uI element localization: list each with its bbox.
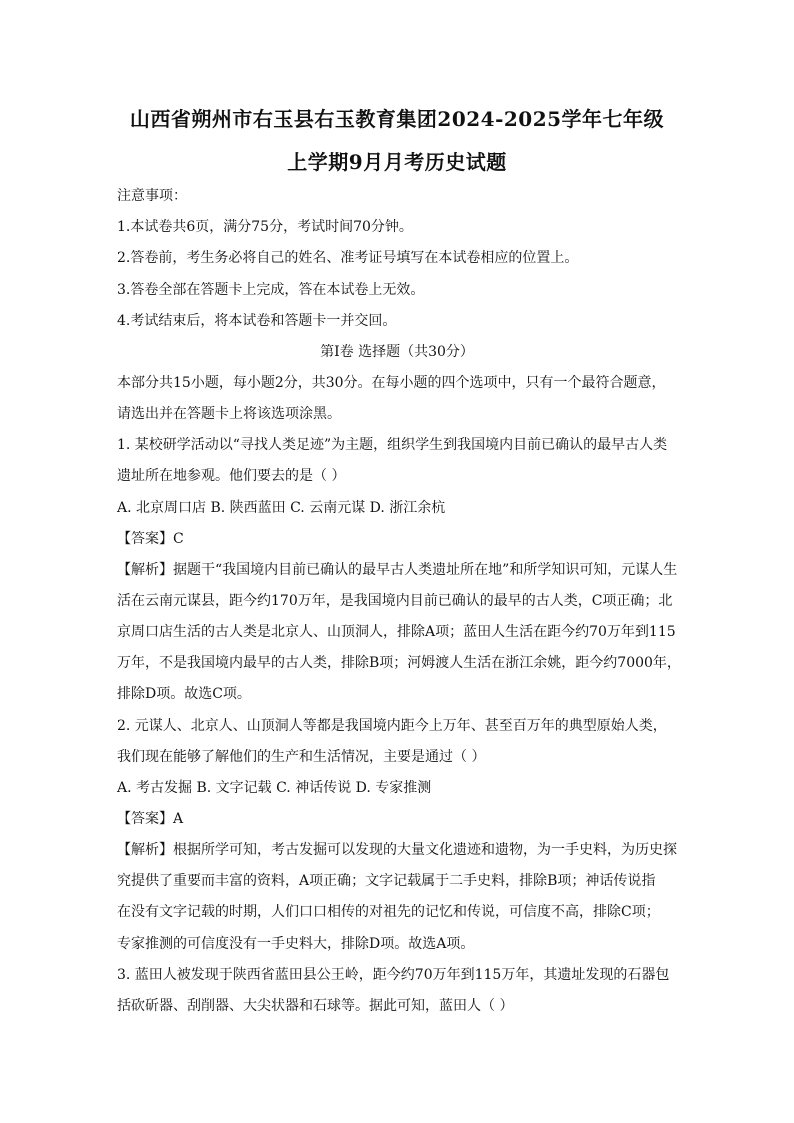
notice-item-2: 2.答卷前，考生务必将自己的姓名、准考证号填写在本试卷相应的位置上。 (117, 250, 579, 266)
q2-stem-line-2: 我们现在能够了解他们的生产和生活情况，主要是通过（ ） (117, 749, 486, 765)
q1-analysis-line-4: 万年，不是我国境内最早的古人类，排除B项；河姆渡人生活在浙江余姚，距今约7000年， (117, 655, 681, 671)
q1-analysis-line-5: 排除D项。故选C项。 (117, 686, 251, 702)
q1-analysis-line-1: 【解析】据题干“我国境内目前已确认的最早古人类遗址所在地”和所学知识可知，元谋人生 (117, 562, 678, 578)
q3-stem-line-2: 括砍斫器、刮削器、大尖状器和石球等。据此可知，蓝田人（ ） (117, 998, 514, 1014)
section-intro-line-1: 本部分共15小题，每小题2分，共30分。在每小题的四个选项中，只有一个最符合题意， (117, 375, 666, 391)
notice-item-3: 3.答卷全部在答题卡上完成，答在本试卷上无效。 (117, 282, 425, 298)
q2-options: A. 考古发掘 B. 文字记载 C. 神话传说 D. 专家推测 (117, 780, 432, 796)
section-title: 第Ⅰ卷 选择题（共30分） (320, 344, 474, 360)
notice-heading: 注意事项： (117, 188, 187, 204)
document-title-line-2: 上学期9月月考历史试题 (287, 150, 507, 174)
document-title-line-1: 山西省朔州市右玉县右玉教育集团2024-2025学年七年级 (129, 107, 665, 131)
q1-stem-line-1: 1. 某校研学活动以“寻找人类足迹”为主题，组织学生到我国境内目前已确认的最早古人类 (117, 437, 668, 453)
q2-analysis-line-4: 专家推测的可信度没有一手史料大，排除D项。故选A项。 (117, 936, 475, 952)
q2-stem-line-1: 2. 元谋人、北京人、山顶洞人等都是我国境内距今上万年、甚至百万年的典型原始人类， (117, 718, 667, 734)
q2-answer: 【答案】A (117, 811, 184, 827)
q2-analysis-line-2: 究提供了重要而丰富的资料，A项正确；文字记载属于二手史料，排除B项；神话传说指 (117, 873, 656, 889)
q1-stem-line-2: 遗址所在地参观。他们要去的是（ ） (117, 468, 346, 484)
notice-item-1: 1.本试卷共6页，满分75分，考试时间70分钟。 (117, 219, 413, 235)
q1-options: A. 北京周口店 B. 陕西蓝田 C. 云南元谋 D. 浙江余杭 (117, 500, 446, 516)
q1-analysis-line-3: 京周口店生活的古人类是北京人、山顶洞人，排除A项；蓝田人生活在距今约70万年到115 (117, 624, 676, 640)
q2-analysis-line-1: 【解析】根据所学可知，考古发掘可以发现的大量文化遗迹和遗物，为一手史料，为历史探 (117, 842, 677, 858)
q1-analysis-line-2: 活在云南元谋县，距今约170万年，是我国境内目前已确认的最早的古人类，C项正确；北 (117, 593, 673, 609)
notice-item-4: 4.考试结束后，将本试卷和答题卡一并交回。 (117, 313, 397, 329)
section-intro-line-2: 请选出并在答题卡上将该选项涂黑。 (117, 406, 341, 422)
q2-analysis-line-3: 在没有文字记载的时期，人们口口相传的对祖先的记忆和传说，可信度不高，排除C项； (117, 904, 660, 920)
q3-stem-line-1: 3. 蓝田人被发现于陕西省蓝田县公王岭，距今约70万年到115万年，其遗址发现的石器包 (117, 967, 670, 983)
q1-answer: 【答案】C (117, 531, 184, 547)
